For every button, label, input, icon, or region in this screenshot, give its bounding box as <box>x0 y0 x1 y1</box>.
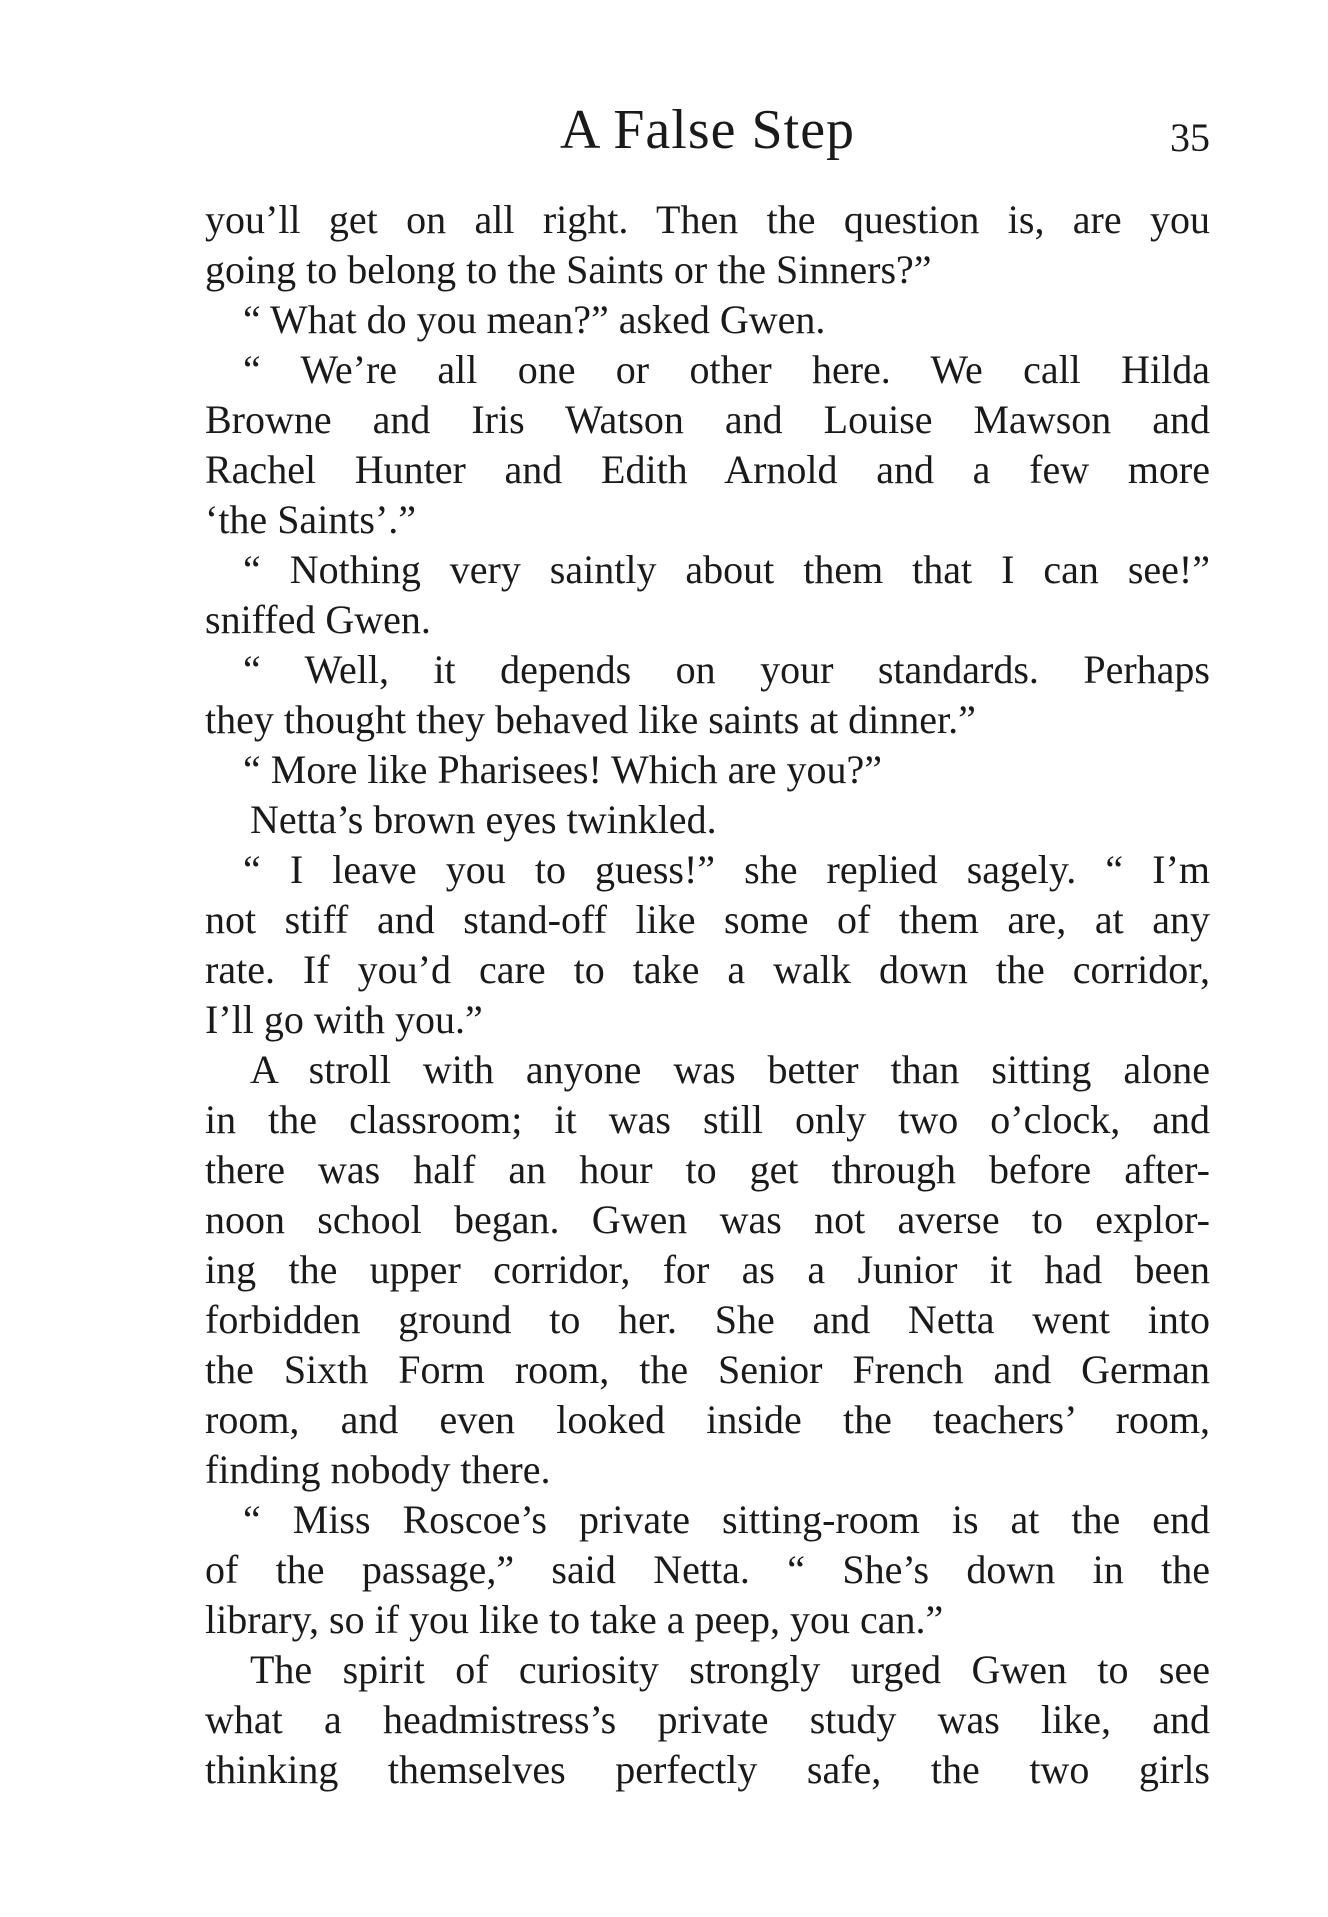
text-line: rate. If you’d care to take a walk down the corridor, <box>205 947 1210 992</box>
text-line: there was half an hour to get through before after- <box>205 1147 1210 1192</box>
text-line: forbidden ground to her. She and Netta went into <box>205 1297 1210 1342</box>
text-line: “ More like Pharisees! Which are you?” <box>243 747 883 792</box>
text-line: finding nobody there. <box>205 1447 551 1492</box>
text-line: thinking themselves perfectly safe, the two girls <box>205 1747 1210 1792</box>
body-text <box>205 195 1210 1795</box>
text-line: Netta’s brown eyes twinkled. <box>250 797 717 842</box>
text-line: “ What do you mean?” asked Gwen. <box>243 297 826 342</box>
text-line: what a headmistress’s private study was like, and <box>205 1697 1210 1742</box>
text-line: the Sixth Form room, the Senior French and German <box>205 1347 1210 1392</box>
text-line: “ Miss Roscoe’s private sitting-room is at the end <box>243 1497 1210 1542</box>
text-line: “ Nothing very saintly about them that I can see!” <box>243 547 1210 592</box>
text-line: they thought they behaved like saints at dinner.” <box>205 697 976 742</box>
text-line: “ Well, it depends on your standards. Perhaps <box>243 647 1210 692</box>
text-line: I’ll go with you.” <box>205 997 483 1042</box>
text-line: room, and even looked inside the teachers’ room, <box>205 1397 1210 1442</box>
text-line: going to belong to the Saints or the Sinners?” <box>205 247 932 292</box>
text-line: A stroll with anyone was better than sitting alone <box>250 1047 1210 1092</box>
text-line: of the passage,” said Netta. “ She’s down in the <box>205 1547 1210 1592</box>
text-line: “ I leave you to guess!” she replied sagely. “ I’m <box>243 847 1210 892</box>
text-line: ‘the Saints’.” <box>205 497 417 542</box>
text-line: sniffed Gwen. <box>205 597 431 642</box>
text-line: noon school began. Gwen was not averse to explor- <box>205 1197 1210 1242</box>
text-line: The spirit of curiosity strongly urged Gwen to see <box>250 1647 1210 1692</box>
page-number: 35 <box>1170 115 1210 160</box>
page-header <box>205 90 1210 170</box>
text-line: in the classroom; it was still only two o’clock, and <box>205 1097 1210 1142</box>
text-line: library, so if you like to take a peep, you can.” <box>205 1597 944 1642</box>
text-line: not stiff and stand-off like some of them are, at any <box>205 897 1210 942</box>
text-line: “ We’re all one or other here. We call Hilda <box>243 347 1210 392</box>
text-line: Rachel Hunter and Edith Arnold and a few more <box>205 447 1210 492</box>
text-line: you’ll get on all right. Then the question is, are you <box>205 197 1210 242</box>
text-line: Browne and Iris Watson and Louise Mawson and <box>205 397 1210 442</box>
running-title: A False Step <box>559 99 856 161</box>
text-line: ing the upper corridor, for as a Junior it had been <box>205 1247 1210 1292</box>
